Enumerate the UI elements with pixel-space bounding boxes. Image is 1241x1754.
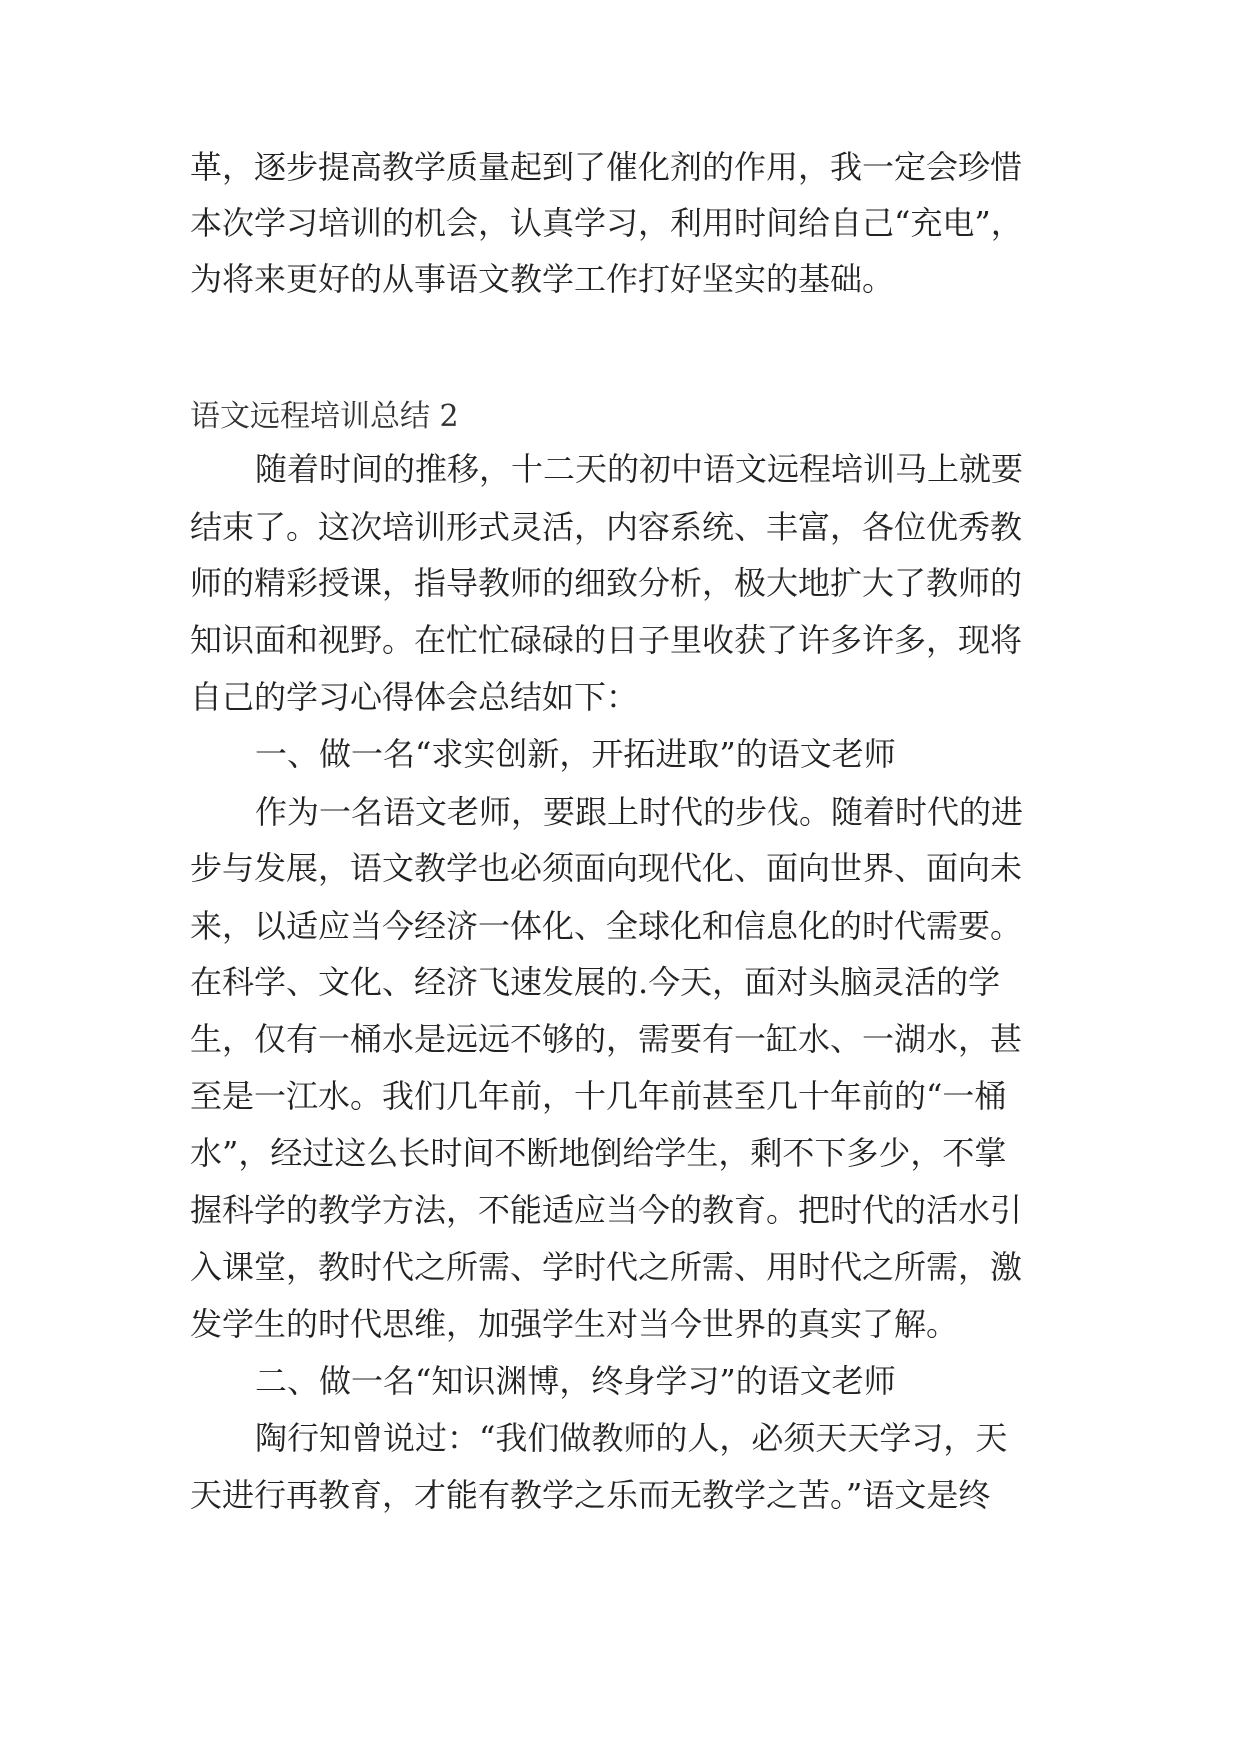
paragraph-line: 随着时间的推移，十二天的初中语文远程培训马上就要 — [255, 450, 1024, 488]
paragraph-line: 师的精彩授课，指导教师的细致分析，极大地扩大了教师的 — [190, 564, 1023, 602]
paragraph-line: 天进行再教育，才能有教学之乐而无教学之苦。”语文是终 — [190, 1476, 991, 1514]
section-title: 语文远程培训总结 2 — [190, 399, 459, 434]
paragraph-line: 步与发展，语文教学也必须面向现代化、面向世界、面向未 — [190, 849, 1023, 887]
paragraph-line: 自己的学习心得体会总结如下： — [190, 678, 639, 716]
section-heading: 一、做一名“求实创新，开拓进取”的语文老师 — [255, 735, 896, 773]
paragraph-line: 发学生的时代思维，加强学生对当今世界的真实了解。 — [190, 1305, 959, 1343]
paragraph-line: 知识面和视野。在忙忙碌碌的日子里收获了许多许多，现将 — [190, 621, 1023, 659]
paragraph-line: 革，逐步提高教学质量起到了催化剂的作用，我一定会珍惜 — [190, 148, 1023, 186]
paragraph-line: 本次学习培训的机会，认真学习，利用时间给自己“充电”， — [190, 204, 1023, 242]
section-heading: 二、做一名“知识渊博，终身学习”的语文老师 — [255, 1362, 896, 1400]
paragraph-line: 生，仅有一桶水是远远不够的，需要有一缸水、一湖水，甚 — [190, 1020, 1023, 1058]
paragraph-line: 来，以适应当今经济一体化、全球化和信息化的时代需要。 — [190, 907, 1023, 945]
paragraph-line: 至是一江水。我们几年前，十几年前甚至几十年前的“一桶 — [190, 1077, 1007, 1115]
paragraph-line: 为将来更好的从事语文教学工作打好坚实的基础。 — [190, 260, 895, 298]
paragraph-line: 入课堂，教时代之所需、学时代之所需、用时代之所需，激 — [190, 1248, 1023, 1286]
paragraph-line: 水”，经过这么长时间不断地倒给学生，剩不下多少，不掌 — [190, 1134, 1007, 1172]
paragraph-line: 陶行知曾说过：“我们做教师的人，必须天天学习，天 — [255, 1419, 1008, 1457]
paragraph-line: 结束了。这次培训形式灵活，内容系统、丰富，各位优秀教 — [190, 508, 1023, 546]
paragraph-line: 作为一名语文老师，要跟上时代的步伐。随着时代的进 — [255, 793, 1024, 831]
paragraph-line: 在科学、文化、经济飞速发展的.今天，面对头脑灵活的学 — [190, 963, 1001, 1001]
paragraph-line: 握科学的教学方法，不能适应当今的教育。把时代的活水引 — [190, 1191, 1023, 1229]
